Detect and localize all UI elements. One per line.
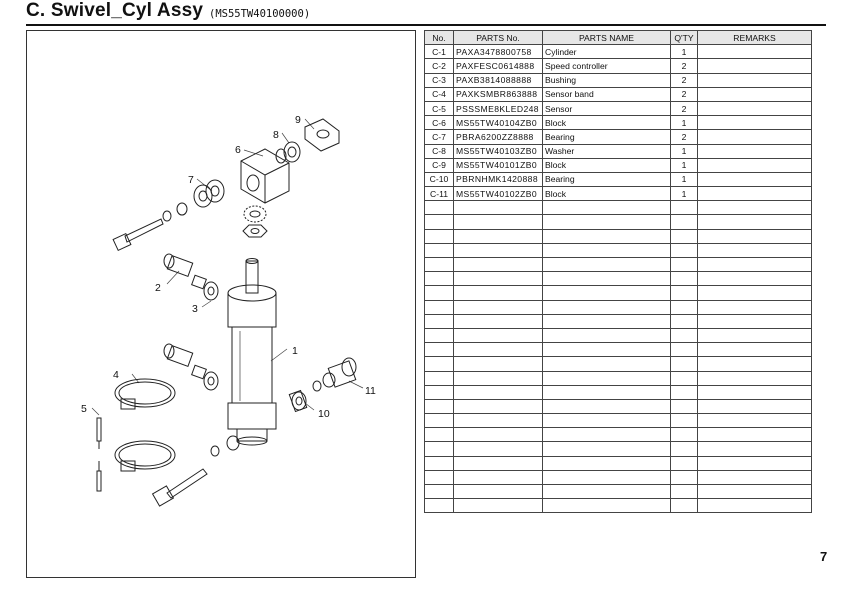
bearing-c10-shape xyxy=(289,390,306,411)
callout-4: 4 xyxy=(113,369,119,381)
empty-cell xyxy=(698,243,812,257)
part-name-cell: Speed controller xyxy=(543,59,671,73)
part-number-cell: PSSSME8KLED248 xyxy=(454,101,543,115)
remarks-cell xyxy=(698,158,812,172)
empty-cell xyxy=(671,371,698,385)
empty-cell xyxy=(698,485,812,499)
exploded-view-drawing xyxy=(26,30,416,578)
empty-cell xyxy=(543,229,671,243)
part-name-cell: Block xyxy=(543,187,671,201)
empty-cell xyxy=(698,215,812,229)
empty-cell xyxy=(425,215,454,229)
part-number-cell: MS55TW40104ZB0 xyxy=(454,116,543,130)
empty-cell xyxy=(425,371,454,385)
empty-table-row xyxy=(425,243,812,257)
empty-cell xyxy=(671,229,698,243)
empty-cell xyxy=(698,442,812,456)
empty-cell xyxy=(454,229,543,243)
empty-cell xyxy=(698,470,812,484)
empty-cell xyxy=(543,258,671,272)
sensor-band-upper-shape xyxy=(115,379,175,409)
speed-controller-lower-shape xyxy=(164,344,218,390)
empty-cell xyxy=(543,470,671,484)
empty-cell xyxy=(425,229,454,243)
title-bar xyxy=(26,2,826,26)
empty-table-row xyxy=(425,371,812,385)
part-number-cell: MS55TW40101ZB0 xyxy=(454,158,543,172)
empty-cell xyxy=(425,442,454,456)
empty-cell xyxy=(671,300,698,314)
empty-cell xyxy=(698,328,812,342)
callout-7: 7 xyxy=(188,174,194,186)
parts-table-header-row xyxy=(425,31,812,45)
part-number-cell: MS55TW40102ZB0 xyxy=(454,187,543,201)
empty-cell xyxy=(454,286,543,300)
empty-cell xyxy=(454,499,543,513)
empty-cell xyxy=(425,470,454,484)
empty-cell xyxy=(454,258,543,272)
qty-cell: 1 xyxy=(671,144,698,158)
empty-cell xyxy=(671,258,698,272)
part-number-cell: PAXKSMBR863888 xyxy=(454,87,543,101)
empty-cell xyxy=(543,357,671,371)
part-no-cell: C-6 xyxy=(425,116,454,130)
speed-controller-upper-shape xyxy=(164,254,206,289)
empty-table-row xyxy=(425,328,812,342)
empty-cell xyxy=(454,470,543,484)
callout-10: 10 xyxy=(318,408,330,420)
empty-cell xyxy=(698,343,812,357)
header-qty: Q'TY xyxy=(671,31,698,45)
parts-table xyxy=(424,30,812,513)
empty-table-row xyxy=(425,343,812,357)
header-parts-name: PARTS NAME xyxy=(543,31,671,45)
empty-cell xyxy=(671,485,698,499)
empty-cell xyxy=(543,343,671,357)
part-no-cell: C-8 xyxy=(425,144,454,158)
table-row xyxy=(425,130,812,144)
remarks-cell xyxy=(698,73,812,87)
empty-table-row xyxy=(425,399,812,413)
header-no: No. xyxy=(425,31,454,45)
part-no-cell: C-7 xyxy=(425,130,454,144)
parts-table-body xyxy=(425,45,812,513)
remarks-cell xyxy=(698,59,812,73)
part-no-cell: C-10 xyxy=(425,172,454,186)
qty-cell: 1 xyxy=(671,158,698,172)
empty-cell xyxy=(671,286,698,300)
remarks-cell xyxy=(698,116,812,130)
empty-cell xyxy=(698,456,812,470)
table-row xyxy=(425,87,812,101)
empty-cell xyxy=(454,485,543,499)
empty-cell xyxy=(454,201,543,215)
empty-table-row xyxy=(425,229,812,243)
empty-cell xyxy=(543,414,671,428)
table-row xyxy=(425,101,812,115)
empty-cell xyxy=(425,328,454,342)
empty-cell xyxy=(425,201,454,215)
empty-cell xyxy=(425,428,454,442)
empty-cell xyxy=(454,357,543,371)
empty-table-row xyxy=(425,470,812,484)
empty-table-row xyxy=(425,272,812,286)
empty-table-row xyxy=(425,428,812,442)
table-row xyxy=(425,144,812,158)
empty-cell xyxy=(671,328,698,342)
part-no-cell: C-5 xyxy=(425,101,454,115)
part-number-cell: PAXB3814088888 xyxy=(454,73,543,87)
remarks-cell xyxy=(698,172,812,186)
empty-cell xyxy=(671,357,698,371)
qty-cell: 2 xyxy=(671,59,698,73)
empty-cell xyxy=(543,442,671,456)
block-c9-shape xyxy=(305,119,339,151)
empty-cell xyxy=(671,272,698,286)
sensor-lower-shape xyxy=(97,461,101,491)
empty-cell xyxy=(671,314,698,328)
empty-cell xyxy=(671,442,698,456)
empty-cell xyxy=(425,499,454,513)
empty-cell xyxy=(543,314,671,328)
empty-cell xyxy=(698,258,812,272)
empty-cell xyxy=(543,385,671,399)
empty-table-row xyxy=(425,485,812,499)
empty-table-row xyxy=(425,357,812,371)
leader-lines xyxy=(92,119,363,415)
table-row xyxy=(425,45,812,59)
sensor-upper-shape xyxy=(97,418,101,449)
empty-cell xyxy=(454,343,543,357)
empty-cell xyxy=(671,470,698,484)
empty-cell xyxy=(425,414,454,428)
empty-cell xyxy=(543,499,671,513)
empty-cell xyxy=(543,286,671,300)
empty-cell xyxy=(671,215,698,229)
empty-cell xyxy=(454,243,543,257)
empty-cell xyxy=(671,499,698,513)
remarks-cell xyxy=(698,144,812,158)
empty-cell xyxy=(454,456,543,470)
callout-5: 5 xyxy=(81,403,87,415)
part-no-cell: C-4 xyxy=(425,87,454,101)
empty-cell xyxy=(671,456,698,470)
header-remarks: REMARKS xyxy=(698,31,812,45)
qty-cell: 1 xyxy=(671,45,698,59)
empty-cell xyxy=(425,258,454,272)
empty-cell xyxy=(671,414,698,428)
part-number-cell: PBRA6200ZZ8888 xyxy=(454,130,543,144)
cylinder-body-shape xyxy=(228,285,276,445)
part-no-cell: C-11 xyxy=(425,187,454,201)
empty-table-row xyxy=(425,201,812,215)
lower-bolt-shape xyxy=(153,436,239,506)
callout-3: 3 xyxy=(192,303,198,315)
part-name-cell: Sensor band xyxy=(543,87,671,101)
empty-cell xyxy=(698,272,812,286)
qty-cell: 2 xyxy=(671,73,698,87)
table-row xyxy=(425,116,812,130)
sensor-band-lower-shape xyxy=(115,441,175,471)
empty-cell xyxy=(698,414,812,428)
block-c6-shape xyxy=(241,149,289,203)
qty-cell: 1 xyxy=(671,116,698,130)
exploded-view-svg xyxy=(27,31,417,579)
remarks-cell xyxy=(698,87,812,101)
empty-cell xyxy=(425,272,454,286)
empty-cell xyxy=(454,442,543,456)
lock-washer-nut-shape xyxy=(243,206,267,237)
empty-cell xyxy=(543,399,671,413)
empty-cell xyxy=(543,201,671,215)
empty-cell xyxy=(454,399,543,413)
callout-6: 6 xyxy=(235,144,241,156)
empty-cell xyxy=(698,499,812,513)
part-name-cell: Cylinder xyxy=(543,45,671,59)
empty-cell xyxy=(543,328,671,342)
empty-cell xyxy=(698,357,812,371)
part-name-cell: Bearing xyxy=(543,130,671,144)
empty-cell xyxy=(425,314,454,328)
empty-table-row xyxy=(425,286,812,300)
callout-2: 2 xyxy=(155,282,161,294)
part-number-cell: MS55TW40103ZB0 xyxy=(454,144,543,158)
empty-cell xyxy=(425,300,454,314)
empty-table-row xyxy=(425,258,812,272)
bushing-upper-shape xyxy=(204,282,218,300)
empty-cell xyxy=(698,286,812,300)
page-title: C. Swivel_Cyl Assy xyxy=(26,0,204,21)
callout-1: 1 xyxy=(292,345,298,357)
remarks-cell xyxy=(698,101,812,115)
table-row xyxy=(425,59,812,73)
empty-cell xyxy=(543,272,671,286)
empty-cell xyxy=(543,428,671,442)
part-number-cell: PAXA3478800758 xyxy=(454,45,543,59)
empty-cell xyxy=(671,243,698,257)
empty-cell xyxy=(454,414,543,428)
washer-bolt-shape xyxy=(113,203,187,250)
cylinder-rod-shape xyxy=(246,259,258,294)
empty-cell xyxy=(698,201,812,215)
part-number-cell: PBRNHMK1420888 xyxy=(454,172,543,186)
empty-cell xyxy=(454,328,543,342)
empty-cell xyxy=(425,243,454,257)
empty-cell xyxy=(425,357,454,371)
empty-cell xyxy=(454,385,543,399)
part-name-cell: Bearing xyxy=(543,172,671,186)
empty-cell xyxy=(543,371,671,385)
empty-cell xyxy=(543,243,671,257)
qty-cell: 2 xyxy=(671,101,698,115)
empty-cell xyxy=(425,385,454,399)
empty-table-row xyxy=(425,300,812,314)
empty-cell xyxy=(698,229,812,243)
empty-cell xyxy=(698,399,812,413)
empty-table-row xyxy=(425,499,812,513)
callout-9: 9 xyxy=(295,114,301,126)
empty-table-row xyxy=(425,385,812,399)
empty-cell xyxy=(454,428,543,442)
part-no-cell: C-2 xyxy=(425,59,454,73)
table-row xyxy=(425,73,812,87)
page-number: 7 xyxy=(820,549,828,564)
empty-cell xyxy=(543,300,671,314)
empty-cell xyxy=(425,485,454,499)
table-row xyxy=(425,158,812,172)
empty-table-row xyxy=(425,314,812,328)
qty-cell: 2 xyxy=(671,130,698,144)
empty-cell xyxy=(454,272,543,286)
empty-cell xyxy=(698,300,812,314)
qty-cell: 1 xyxy=(671,172,698,186)
empty-cell xyxy=(671,428,698,442)
part-name-cell: Washer xyxy=(543,144,671,158)
part-no-cell: C-1 xyxy=(425,45,454,59)
table-row xyxy=(425,187,812,201)
empty-cell xyxy=(698,371,812,385)
empty-cell xyxy=(454,300,543,314)
empty-cell xyxy=(425,399,454,413)
empty-cell xyxy=(454,215,543,229)
empty-table-row xyxy=(425,215,812,229)
empty-table-row xyxy=(425,414,812,428)
empty-cell xyxy=(543,485,671,499)
part-no-cell: C-3 xyxy=(425,73,454,87)
part-name-cell: Block xyxy=(543,116,671,130)
bearing-c7-shape xyxy=(194,180,224,207)
part-name-cell: Bushing xyxy=(543,73,671,87)
part-name-cell: Block xyxy=(543,158,671,172)
empty-cell xyxy=(425,343,454,357)
empty-cell xyxy=(671,399,698,413)
part-no-cell: C-9 xyxy=(425,158,454,172)
table-row xyxy=(425,172,812,186)
part-name-cell: Sensor xyxy=(543,101,671,115)
empty-cell xyxy=(454,371,543,385)
block-c11-shape xyxy=(313,358,356,391)
assembly-code: (MS55TW40100000) xyxy=(209,8,311,20)
empty-cell xyxy=(543,456,671,470)
part-number-cell: PAXFESC0614888 xyxy=(454,59,543,73)
bearing-upper-shape xyxy=(276,142,300,163)
qty-cell: 1 xyxy=(671,187,698,201)
remarks-cell xyxy=(698,45,812,59)
empty-cell xyxy=(698,428,812,442)
empty-table-row xyxy=(425,456,812,470)
empty-cell xyxy=(671,343,698,357)
callout-8: 8 xyxy=(273,129,279,141)
empty-cell xyxy=(425,286,454,300)
remarks-cell xyxy=(698,187,812,201)
empty-cell xyxy=(543,215,671,229)
empty-table-row xyxy=(425,442,812,456)
header-parts-no: PARTS No. xyxy=(454,31,543,45)
empty-cell xyxy=(671,385,698,399)
empty-cell xyxy=(454,314,543,328)
remarks-cell xyxy=(698,130,812,144)
empty-cell xyxy=(698,314,812,328)
callout-11: 11 xyxy=(365,385,376,397)
qty-cell: 2 xyxy=(671,87,698,101)
empty-cell xyxy=(671,201,698,215)
empty-cell xyxy=(425,456,454,470)
empty-cell xyxy=(698,385,812,399)
